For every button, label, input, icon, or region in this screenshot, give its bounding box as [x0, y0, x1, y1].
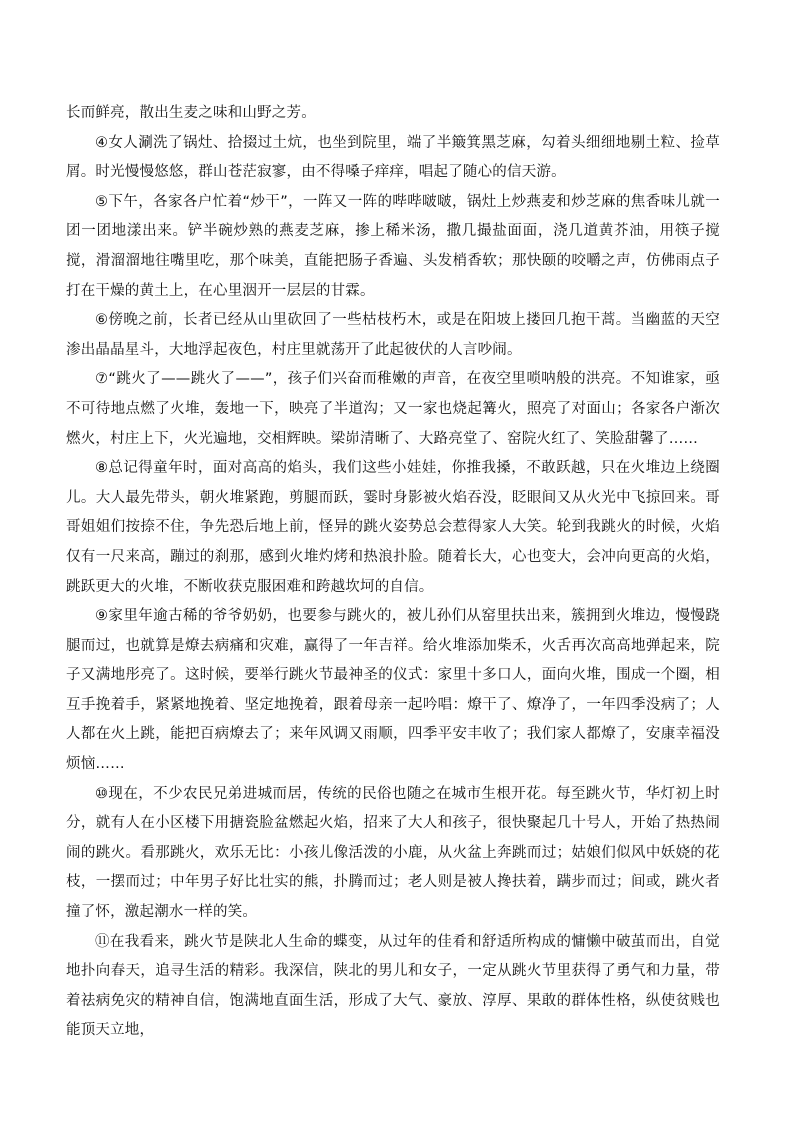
- essay-text-body: [66, 99, 720, 1046]
- paragraph-10: ⑩现在，不少农民兄弟进城而居，传统的民俗也随之在城市生根开花。每至跳火节，华灯初上时分，就有人在小区楼下用搪瓷脸盆燃起火焰，招来了大人和孩子，很快聚起几十号人，开始了热热闹闹的跳火。看那跳火，欢乐无比：小孩儿像活泼的小鹿，从火盆上奔跳而过；姑娘们似风中妖娆的花枝，一摆而过；中年男子好比壮实的熊，扑腾而过；老人则是被人搀扶着，蹒步而过；间或，跳火者撞了怀，激起潮水一样的笑。: [66, 785, 720, 921]
- paragraph-11: ⑪在我看来，跳火节是陕北人生命的蝶变，从过年的佳肴和舒适所构成的慵懒中破茧而出，自觉地扑向春天，追寻生活的精彩。我深信，陕北的男儿和女子，一定从跳火节里获得了勇气和力量，带着祛病免灾的精神自信，饱满地直面生活，形成了大气、豪放、淳厚、果敢的群体性格，纵使贫贱也能顶天立地，: [66, 933, 720, 1039]
- paragraph-8: ⑧总记得童年时，面对高高的焰头，我们这些小娃娃，你推我搡，不敢跃越，只在火堆边上绕圈儿。大人最先带头，朝火堆紧跑，剪腿而跃，霎时身影被火焰吞没，眨眼间又从火光中飞掠回来。哥哥姐姐们按捺不住，争先恐后地上前，怪异的跳火姿势总会惹得家人大笑。轮到我跳火的时候，火焰仅有一尺来高，蹦过的刹那，感到火堆灼烤和热浪扑脸。随着长大，心也变大，会冲向更高的火焰，跳跃更大的火堆，不断收获克服困难和跨越坎坷的自信。: [66, 460, 720, 595]
- paragraph-6: ⑥傍晚之前，长者已经从山里砍回了一些枯枝朽木，或是在阳坡上搂回几抱干蒿。当幽蓝的天空渗出晶晶星斗，大地浮起夜色，村庄里就荡开了此起彼伏的人言吵闹。: [66, 312, 720, 358]
- paragraph-7: ⑦“跳火了——跳火了——”，孩子们兴奋而稚嫩的声音，在夜空里唢呐般的洪亮。不知谁家，亟不可待地点燃了火堆，轰地一下，映亮了半道沟；又一家也烧起篝火，照亮了对面山；各家各户渐次燃火，村庄上下，火光遍地，交相辉映。梁峁清晰了、大路亮堂了、窑院火红了、笑脸甜馨了……: [66, 371, 720, 447]
- paragraph-9: ⑨家里年逾古稀的爷爷奶奶，也要参与跳火的，被儿孙们从窑里扶出来，簇拥到火堆边，慢慢跷腿而过，也就算是燎去病痛和灾难，赢得了一年吉祥。给火堆添加柴禾，火舌再次高高地弹起来，院子又满地彤亮了。这时候，要举行跳火节最神圣的仪式：家里十多口人，面向火堆，围成一个圈，相互手挽着手，紧紧地挽着、坚定地挽着，跟着母亲一起吟唱：燎干了、燎净了，一年四季没病了；人人都在火上跳，能把百病燎去了；来年风调又雨顺，四季平安丰收了；我们家人都燎了，安康幸福没烦恼……: [66, 608, 720, 773]
- paragraph-5: ⑤下午，各家各户忙着“炒干”，一阵又一阵的哔哔啵啵，锅灶上炒燕麦和炒芝麻的焦香味儿就一团一团地漾出来。铲半碗炒熟的燕麦芝麻，掺上稀米汤，撒几撮盐面面，浇几道黄芥油，用筷子搅搅，滑溜溜地往嘴里吃，那个味美，直能把肠子香遍、头发梢香软；那快颐的咬嚼之声，仿佛雨点子打在干燥的黄土上，在心里洇开一层层的甘霖。: [66, 193, 720, 299]
- paragraph-continuation: 长而鲜亮，散出生麦之味和山野之芳。: [66, 105, 316, 121]
- paragraph-4: ④女人涮洗了锅灶、拾掇过土炕，也坐到院里，端了半簸箕黑芝麻，勾着头细细地剔土粒、捡草屑。时光慢慢悠悠，群山苍茫寂寥，由不得嗓子痒痒，唱起了随心的信天游。: [66, 134, 720, 181]
